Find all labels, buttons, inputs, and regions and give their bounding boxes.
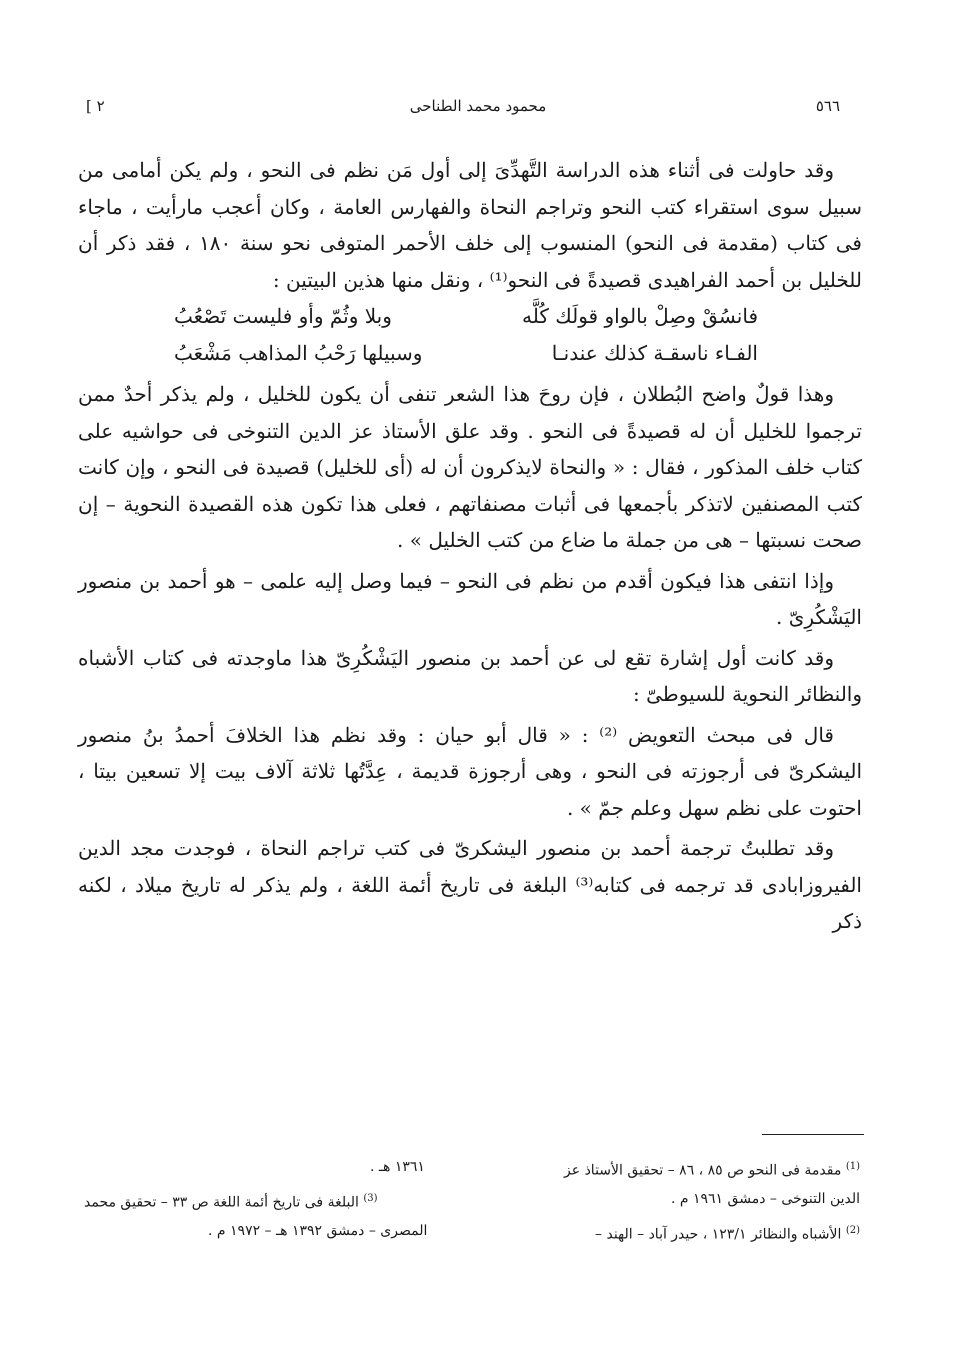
verse-line-1 <box>78 298 862 335</box>
header-mark: [ ٢ <box>86 97 105 115</box>
footnote-1 <box>564 1152 860 1186</box>
footnote-1-marker: (1) <box>845 1161 860 1172</box>
verse-1-second-hemistich: وبلا وثُمّ وأو فليست تَصْعُبُ <box>174 304 392 328</box>
paragraph-search: وقد تطلبتُ ترجمة أحمد بن منصور اليشكرىّ فى كتب تراجم النحاة ، فوجدت مجد الدين الفيروزابادى قد ترجمه فى كتابه⁽³⁾ البلغة فى تاريخ أئمة اللغة ، ولم يذكر له تاريخ ميلاد ، لكنه ذكر <box>78 836 862 933</box>
main-text <box>78 152 862 940</box>
paragraph-refutation: وهذا قولٌ واضح البُطلان ، فإن روحَ هذا الشعر تنفى أن يكون للخليل ، ولم يذكر أحدٌ ممن ترجموا للخليل أن له قصيدةً فى النحو . وقد علق الأستاذ عز الدين التنوخى فى حواشيه على كتاب خلف المذكور ، فقال : « والنحاة لايذكرون أن له (أى للخليل) قصيدة فى النحو ، وإن كانت كتب المصنفين لاتذكر بأجمعها فى أثبات مصنفاتهم ، فعلى هذا تكون هذه القصيدة النحوية – إن صحت نسبتها – هى من جملة ما ضاع من كتب الخليل » . <box>78 382 862 552</box>
verse-2-second-hemistich: وسبيلها رَحْبُ المذاهب مَشْعَبُ <box>174 341 423 365</box>
paragraph-first-reference: وقد كانت أول إشارة تقع لى عن أحمد بن منصور اليَشْكُرِىّ هذا ماوجدته فى كتاب الأشباه والنظائر النحوية للسيوطىّ : <box>78 645 862 706</box>
footnote-3-marker: (3) <box>363 1193 378 1204</box>
footnote-2 <box>595 1216 860 1250</box>
running-title: محمود محمد الطناحى <box>409 97 547 115</box>
footnote-2-marker: (2) <box>845 1225 860 1236</box>
verse-line-2 <box>78 335 862 372</box>
footnote-3-text: البلغة فى تاريخ أئمة اللغة ص ٣٣ – تحقيق محمد <box>84 1194 359 1211</box>
footnote-3-continuation: المصرى – دمشق ١٣٩٢ هـ – ١٩٧٢ م . <box>208 1223 428 1239</box>
paragraph-intro: وقد حاولت فى أثناء هذه الدراسة التَّهدِّىَ إلى أول مَن نظم فى النحو ، ولم يكن أمامى من سبيل سوى استقراء كتب النحو وتراجم النحاة والفهارس العامة ، وكان أعجب مارأيت ، ماجاء فى كتاب (مقدمة فى النحو) المنسوب إلى خلف الأحمر المتوفى نحو سنة ١٨٠ ، فقد ذكر أن للخليل بن أحمد الفراهيدى قصيدةً فى النحو⁽¹⁾ ، ونقل منها هذين البيتين : <box>78 158 862 292</box>
footnote-1-text: مقدمة فى النحو ص ٨٥ ، ٨٦ – تحقيق الأستاذ عز <box>564 1162 842 1179</box>
verse-1-first-hemistich: فانسُقْ وصِلْ بالواو قولَك كُلَّه <box>522 304 758 328</box>
paragraph-quote: قال فى مبحث التعويض ⁽²⁾ : « قال أبو حيان : وقد نظم هذا الخلافَ أحمدُ بنُ منصور اليشكرىّ فى أرجوزته فى النحو ، وهى أرجوزة قديمة ، عِدَّتُها ثلاثة آلاف بيت إلا تسعين بيتا ، احتوت على نظم سهل وعلم جمّ » . <box>78 722 862 820</box>
footnote-2-year: ١٣٦١ هـ . <box>370 1159 425 1175</box>
footnote-2-text: الأشباه والنظائر ١٢٣/١ ، حيدر آباد – الهند – <box>595 1226 842 1243</box>
footnote-3 <box>84 1184 378 1218</box>
footnote-1-continuation: الدين التنوخى – دمشق ١٩٦١ م . <box>670 1191 860 1207</box>
verse-2-first-hemistich: الفـاء ناسقـة كذلك عندنـا <box>551 341 758 365</box>
paragraph-earliest: وإذا انتفى هذا فيكون أقدم من نظم فى النحو – فيما وصل إليه علمى – هو أحمد بن منصور اليَشْكُرِىّ . <box>78 568 862 629</box>
footnote-divider <box>762 1134 864 1135</box>
page-number: ٥٦٦ <box>815 97 840 115</box>
